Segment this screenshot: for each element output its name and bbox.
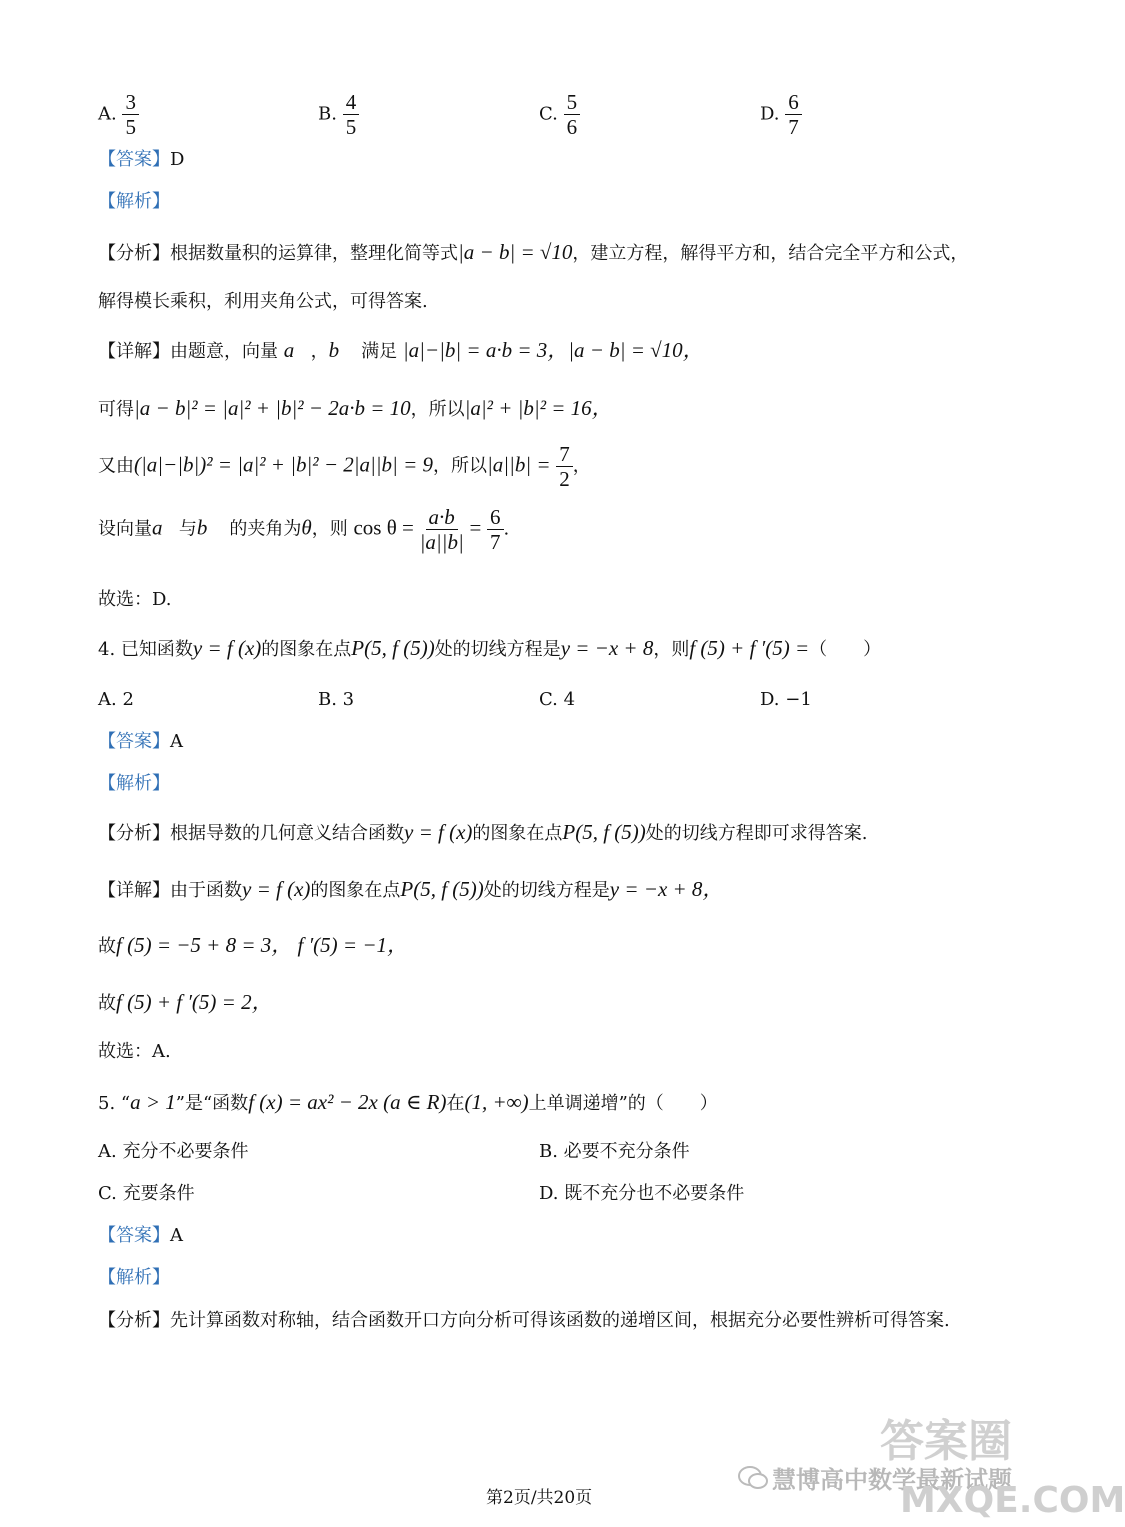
q3-option-d: D. $\frac{6}{7}$ [760, 90, 802, 139]
q5-option-c: C. 充要条件 [98, 1183, 195, 1204]
watermark-url: MXQE.COM [900, 1480, 1125, 1521]
q4-detail-line2: 故f (5) = −5 + 8 = 3， f ′(5) = −1， [98, 933, 409, 957]
fraction: $\frac{4}{5}$ [343, 90, 360, 139]
watermark-wechat: 慧博高中数学最新试题 [772, 1466, 1012, 1494]
q4-option-b: B. 3 [318, 689, 355, 710]
q5-option-a: A. 充分不必要条件 [98, 1141, 249, 1162]
q3-answer: 【答案】D [98, 149, 185, 170]
q4-fenxi: 【分析】根据导数的几何意义结合函数y = f (x)的图象在点P(5, f (5))处的切线方程即可求得答案. [98, 820, 868, 844]
fraction: $\frac{a\cdot b}{|a||b|}$ [419, 505, 464, 554]
q4-detail-line3: 故f (5) + f ′(5) = 2， [98, 990, 273, 1014]
q4-analysis-tag: 【解析】 [98, 773, 170, 794]
fraction: $\frac{6}{7}$ [487, 505, 504, 554]
fraction: $\frac{6}{7}$ [785, 90, 802, 139]
q3-detail-line4: 设向量a⃗与b⃗ 的夹角为θ，则 cos θ = $\frac{a\cdot b}{|a||b|}$ = $\frac{6}{7}$ . [98, 505, 510, 554]
fraction: $\frac{3}{5}$ [122, 90, 139, 139]
q3-conclusion: 故选：D. [98, 589, 172, 610]
wechat-icon [738, 1465, 768, 1495]
fraction: $\frac{7}{2}$ [556, 442, 573, 491]
q3-option-c: C. $\frac{5}{6}$ [539, 90, 580, 139]
watermark-site: 答案圈 [880, 1416, 1012, 1467]
q3-detail-line3: 又由(|a|−|b|)² = |a|² + |b|² − 2|a||b| = 9，所以|a||b| = $\frac{7}{2}$ ， [98, 442, 591, 491]
q5-option-d: D. 既不充分也不必要条件 [539, 1183, 745, 1204]
q3-option-b: B. $\frac{4}{5}$ [318, 90, 359, 139]
q4-option-d: D. −1 [760, 689, 812, 710]
q4-answer: 【答案】A [98, 731, 183, 752]
q5-option-b: B. 必要不充分条件 [539, 1141, 690, 1162]
q3-fenxi-line2: 解得模长乘积，利用夹角公式，可得答案. [98, 291, 428, 312]
q5-analysis-tag: 【解析】 [98, 1267, 170, 1288]
q5-stem: 5. “a > 1”是“函数f (x) = ax² − 2x (a ∈ R)在(1, +∞)上单调递增”的（ ） [98, 1090, 718, 1114]
fraction: $\frac{5}{6}$ [564, 90, 581, 139]
q3-detail-line1: 【详解】由题意，向量 a⃗，b⃗ 满足 |a|−|b| = a·b = 3，|a − b| = √10， [98, 338, 704, 362]
q3-fenxi: 【分析】根据数量积的运算律，整理化简等式|a − b| = √10，建立方程，解得平方和，结合完全平方和公式， [98, 240, 969, 264]
q5-fenxi: 【分析】先计算函数对称轴，结合函数开口方向分析可得该函数的递增区间，根据充分必要性辨析可得答案. [98, 1310, 950, 1331]
q5-answer: 【答案】A [98, 1225, 183, 1246]
q3-analysis-tag: 【解析】 [98, 191, 170, 212]
q4-conclusion: 故选：A. [98, 1041, 171, 1062]
q4-option-c: C. 4 [539, 689, 576, 710]
q4-option-a: A. 2 [98, 689, 134, 710]
q4-stem: 4. 已知函数y = f (x)的图象在点P(5, f (5))处的切线方程是y = −x + 8，则f (5) + f ′(5) =（ ） [98, 636, 882, 660]
page-number: 第2页/共20页 [486, 1488, 593, 1508]
q4-detail-line1: 【详解】由于函数y = f (x)的图象在点P(5, f (5))处的切线方程是y = −x + 8， [98, 877, 724, 901]
q3-option-a: A. $\frac{3}{5}$ [98, 90, 139, 139]
q3-detail-line2: 可得|a − b|² = |a|² + |b|² − 2a·b = 10，所以|a|² + |b|² = 16， [98, 396, 613, 420]
